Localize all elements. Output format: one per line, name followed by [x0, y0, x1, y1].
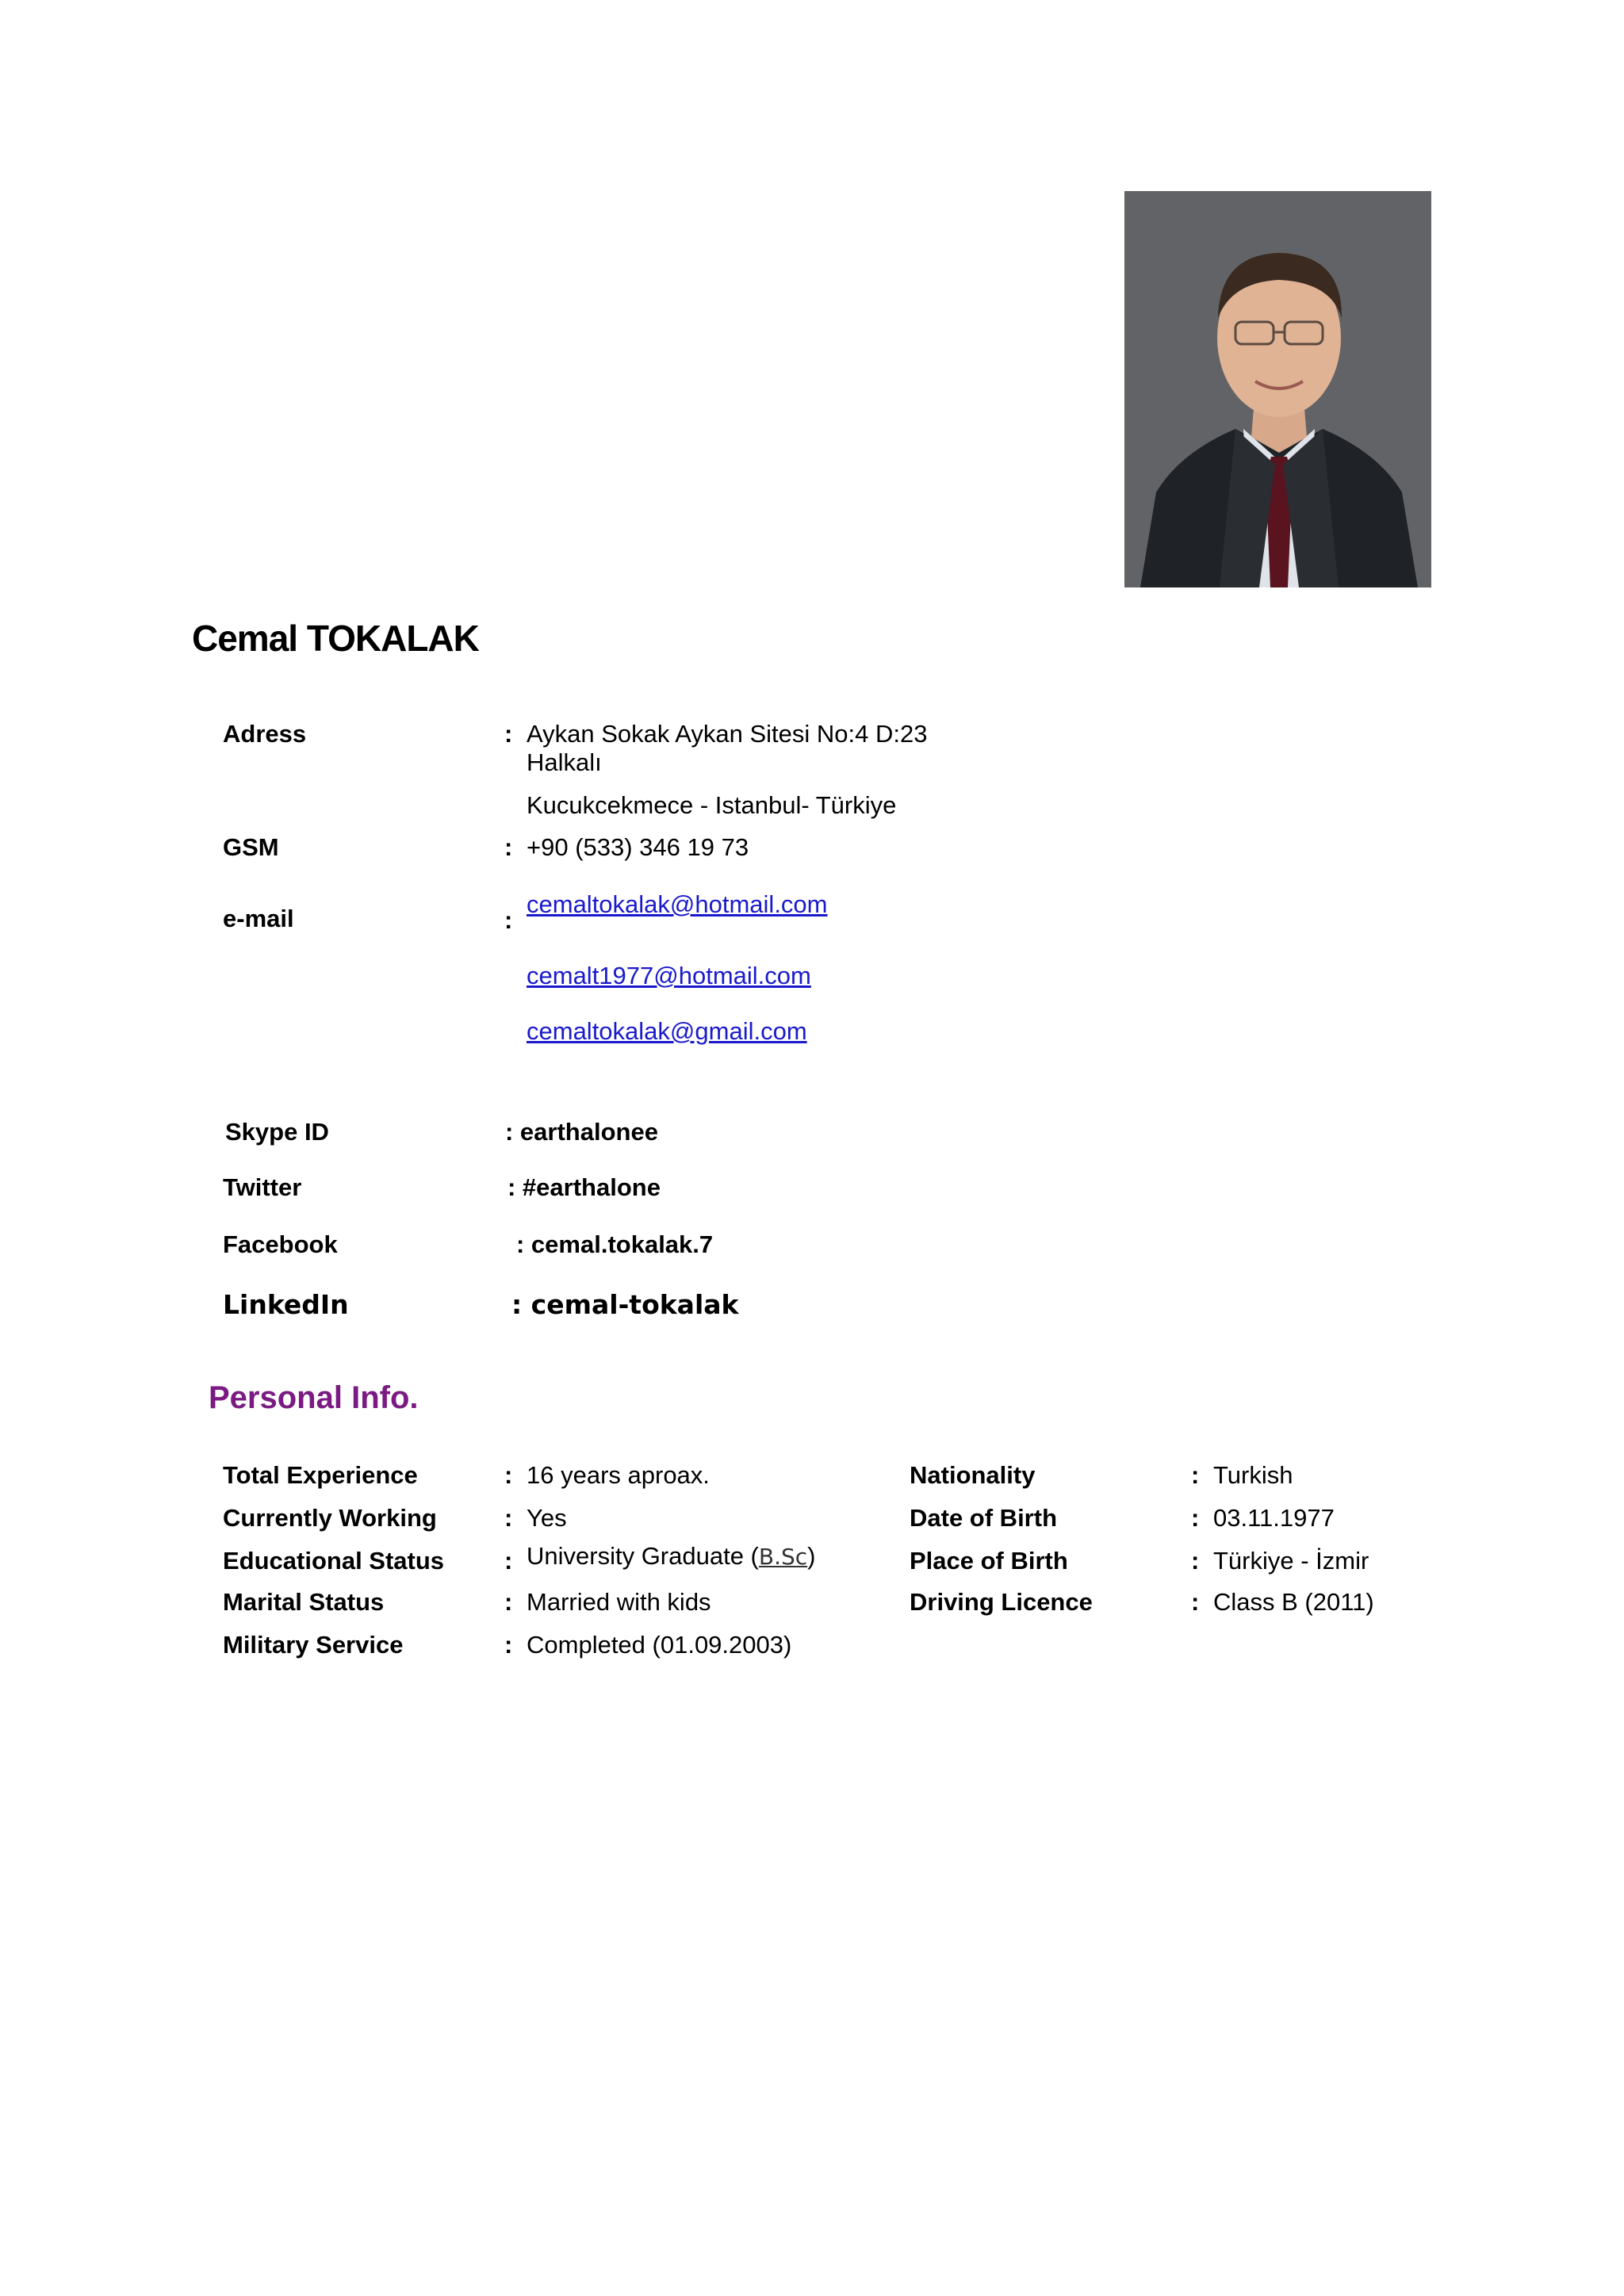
nationality-label: Nationality	[910, 1461, 1036, 1489]
skype-value: : earthalonee	[505, 1118, 658, 1146]
email-label: e-mail	[223, 905, 294, 932]
educational-status-value	[527, 1542, 816, 1571]
linkedin-label: LinkedIn	[223, 1289, 349, 1320]
address-line3: Kucukcekmece - Istanbul- Türkiye	[527, 791, 897, 819]
military-service-value: Completed (01.09.2003)	[527, 1631, 792, 1659]
address-line1: Aykan Sokak Aykan Sitesi No:4 D:23	[527, 720, 928, 748]
educational-status-close: )	[807, 1542, 816, 1570]
currently-working-value: Yes	[527, 1504, 567, 1532]
twitter-value: : #earthalone	[508, 1173, 661, 1201]
educational-status-colon: :	[504, 1547, 513, 1575]
driving-licence-value: Class B (2011)	[1213, 1588, 1374, 1616]
address-label: Adress	[223, 720, 307, 748]
skype-label: Skype ID	[225, 1118, 329, 1146]
linkedin-value: : cemal-tokalak	[511, 1289, 739, 1320]
driving-licence-colon: :	[1191, 1588, 1200, 1616]
marital-status-label: Marital Status	[223, 1588, 385, 1616]
place-of-birth-colon: :	[1191, 1547, 1200, 1575]
gsm-value: +90 (533) 346 19 73	[527, 833, 749, 861]
total-experience-value: 16 years aproax.	[527, 1461, 710, 1489]
gsm-colon: :	[504, 833, 513, 861]
educational-status-text: University Graduate (	[527, 1542, 759, 1570]
total-experience-label: Total Experience	[223, 1461, 418, 1489]
currently-working-colon: :	[504, 1504, 513, 1532]
marital-status-value: Married with kids	[527, 1588, 711, 1616]
email-link-2[interactable]: cemalt1977@hotmail.com	[527, 962, 811, 989]
nationality-value: Turkish	[1213, 1461, 1293, 1489]
profile-photo	[1124, 191, 1431, 587]
military-service-label: Military Service	[223, 1631, 404, 1659]
total-experience-colon: :	[504, 1461, 513, 1489]
driving-licence-label: Driving Licence	[910, 1588, 1093, 1616]
currently-working-label: Currently Working	[223, 1504, 437, 1532]
facebook-label: Facebook	[223, 1230, 338, 1258]
section-title-personal-info: Personal Info.	[209, 1380, 419, 1415]
email-link-1[interactable]: cemaltokalak@hotmail.com	[527, 890, 828, 918]
date-of-birth-value: 03.11.1977	[1213, 1504, 1335, 1532]
address-line2: Halkalı	[527, 748, 602, 776]
email-link-3[interactable]: cemaltokalak@gmail.com	[527, 1017, 807, 1045]
military-service-colon: :	[504, 1631, 513, 1659]
address-colon: :	[504, 720, 513, 748]
place-of-birth-value: Türkiye - İzmir	[1213, 1547, 1369, 1575]
educational-status-label: Educational Status	[223, 1547, 445, 1575]
place-of-birth-label: Place of Birth	[910, 1547, 1068, 1575]
facebook-value: : cemal.tokalak.7	[516, 1230, 714, 1258]
date-of-birth-label: Date of Birth	[910, 1504, 1057, 1532]
person-name: Cemal TOKALAK	[192, 618, 479, 659]
marital-status-colon: :	[504, 1588, 513, 1616]
twitter-label: Twitter	[223, 1173, 302, 1201]
gsm-label: GSM	[223, 833, 279, 861]
date-of-birth-colon: :	[1191, 1504, 1200, 1532]
nationality-colon: :	[1191, 1461, 1200, 1489]
educational-status-degree: B.Sc	[758, 1544, 808, 1570]
email-colon: :	[504, 906, 513, 934]
